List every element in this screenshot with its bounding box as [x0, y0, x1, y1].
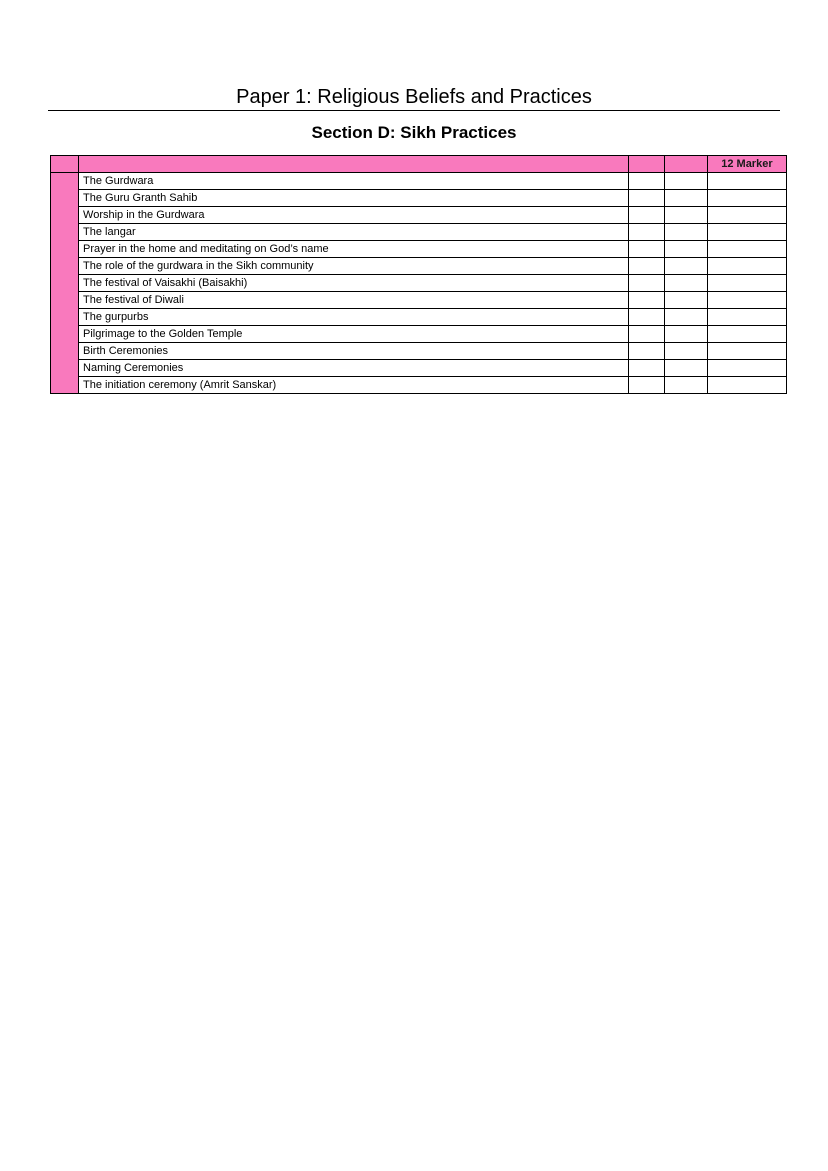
- table-row: [51, 360, 787, 377]
- table-header-row: [51, 156, 787, 173]
- check-cell-3[interactable]: [707, 377, 786, 394]
- topic-cell: The gurpurbs: [79, 309, 629, 326]
- table-row: [51, 241, 787, 258]
- check-cell-1[interactable]: [628, 258, 664, 275]
- table-row: [51, 258, 787, 275]
- document-title: Paper 1: Religious Beliefs and Practices: [236, 86, 592, 108]
- header-topic-cell: [79, 156, 629, 173]
- section-title: Section D: Sikh Practices: [311, 123, 517, 142]
- check-cell-1[interactable]: [628, 292, 664, 309]
- check-cell-1[interactable]: [628, 207, 664, 224]
- check-cell-2[interactable]: [664, 190, 707, 207]
- topic-cell: Worship in the Gurdwara: [79, 207, 629, 224]
- check-cell-3[interactable]: [707, 343, 786, 360]
- check-cell-2[interactable]: [664, 309, 707, 326]
- table-row: [51, 190, 787, 207]
- side-color-band: [51, 173, 79, 394]
- header-check-cell-2: [664, 156, 707, 173]
- check-cell-1[interactable]: [628, 224, 664, 241]
- topic-cell: The Gurdwara: [79, 173, 629, 190]
- check-cell-1[interactable]: [628, 190, 664, 207]
- check-cell-2[interactable]: [664, 275, 707, 292]
- check-cell-2[interactable]: [664, 377, 707, 394]
- topic-cell: Prayer in the home and meditating on God’s name: [79, 241, 629, 258]
- table-row: [51, 343, 787, 360]
- check-cell-2[interactable]: [664, 343, 707, 360]
- table-row: [51, 292, 787, 309]
- header-side-cell: [51, 156, 79, 173]
- check-cell-2[interactable]: [664, 360, 707, 377]
- topic-cell: The role of the gurdwara in the Sikh community: [79, 258, 629, 275]
- table-row: [51, 377, 787, 394]
- check-cell-3[interactable]: [707, 190, 786, 207]
- topic-cell: Birth Ceremonies: [79, 343, 629, 360]
- topic-cell: The initiation ceremony (Amrit Sanskar): [79, 377, 629, 394]
- check-cell-1[interactable]: [628, 343, 664, 360]
- twelve-marker-header: 12 Marker: [707, 156, 786, 173]
- table-row: [51, 275, 787, 292]
- check-cell-1[interactable]: [628, 326, 664, 343]
- check-cell-3[interactable]: [707, 258, 786, 275]
- check-cell-2[interactable]: [664, 258, 707, 275]
- check-cell-1[interactable]: [628, 309, 664, 326]
- topic-cell: Naming Ceremonies: [79, 360, 629, 377]
- check-cell-3[interactable]: [707, 360, 786, 377]
- table-row: [51, 326, 787, 343]
- check-cell-3[interactable]: [707, 309, 786, 326]
- check-cell-2[interactable]: [664, 326, 707, 343]
- topic-cell: The langar: [79, 224, 629, 241]
- check-cell-2[interactable]: [664, 292, 707, 309]
- check-cell-1[interactable]: [628, 173, 664, 190]
- check-cell-1[interactable]: [628, 241, 664, 258]
- check-cell-2[interactable]: [664, 173, 707, 190]
- topic-cell: The Guru Granth Sahib: [79, 190, 629, 207]
- check-cell-3[interactable]: [707, 326, 786, 343]
- topic-cell: Pilgrimage to the Golden Temple: [79, 326, 629, 343]
- check-cell-3[interactable]: [707, 292, 786, 309]
- check-cell-1[interactable]: [628, 377, 664, 394]
- check-cell-2[interactable]: [664, 207, 707, 224]
- topic-cell: The festival of Vaisakhi (Baisakhi): [79, 275, 629, 292]
- check-cell-3[interactable]: [707, 173, 786, 190]
- check-cell-3[interactable]: [707, 275, 786, 292]
- header-check-cell-1: [628, 156, 664, 173]
- table-row: [51, 207, 787, 224]
- check-cell-3[interactable]: [707, 241, 786, 258]
- check-cell-1[interactable]: [628, 275, 664, 292]
- check-cell-1[interactable]: [628, 360, 664, 377]
- table-row: [51, 309, 787, 326]
- check-cell-2[interactable]: [664, 224, 707, 241]
- check-cell-2[interactable]: [664, 241, 707, 258]
- table-row: [51, 224, 787, 241]
- title-divider: [48, 110, 780, 111]
- topic-checklist-table: [50, 155, 787, 394]
- table-row: [51, 173, 787, 190]
- check-cell-3[interactable]: [707, 224, 786, 241]
- topic-cell: The festival of Diwali: [79, 292, 629, 309]
- check-cell-3[interactable]: [707, 207, 786, 224]
